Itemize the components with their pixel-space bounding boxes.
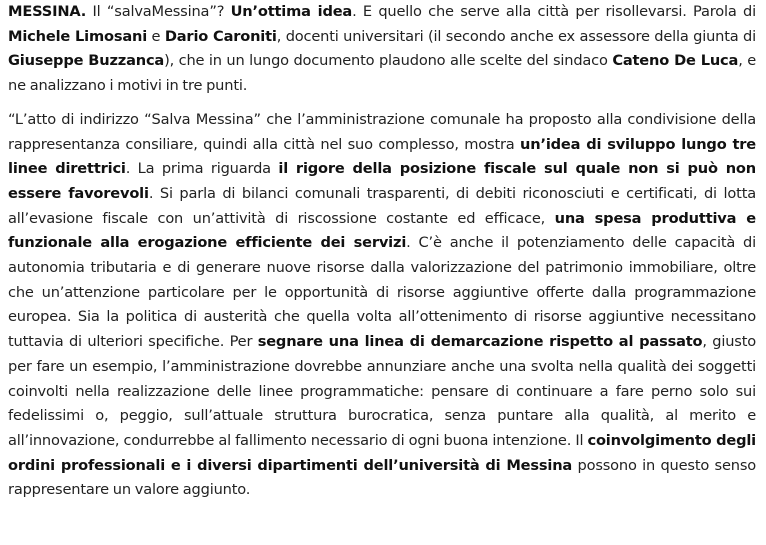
- text-span: , docenti universitari (il secondo anche ex assessore della giunta di: [276, 27, 756, 45]
- text-span: . Si parla di bilanci comunali trasparenti, di debiti riconosciuti e certificati, di lotta all’evasione fiscale con un’attività di riscossione costante ed efficace,: [8, 184, 757, 227]
- person-name: Giuseppe Buzzanca: [8, 52, 165, 70]
- bold-phrase: una spesa produttiva e funzionale alla erogazione efficiente dei servizi: [8, 209, 756, 252]
- text-span: possono in questo senso rappresentare un valore aggiunto.: [8, 456, 756, 499]
- bold-phrase: un’idea di sviluppo lungo tre linee direttrici: [8, 135, 756, 178]
- bold-phrase: Un’ottima idea: [230, 3, 353, 20]
- person-name: Cateno De Luca: [612, 52, 739, 70]
- text-span: e: [147, 27, 165, 45]
- person-name: Dario Caroniti: [164, 27, 277, 45]
- text-span: , e ne analizzano i motivi in tre punti.: [8, 52, 756, 95]
- bold-phrase: segnare una linea di demarcazione rispetto al passato: [257, 333, 703, 351]
- text-span: Il “salvaMessina”?: [86, 3, 231, 20]
- paragraph-quote: [8, 108, 756, 503]
- article-body: [8, 0, 756, 503]
- person-name: Michele Limosani: [8, 27, 148, 45]
- text-span: , giusto per fare un esempio, l’amministrazione dovrebbe annunziare anche una svolta nella qualità dei soggetti coinvolti nella realizzazione delle linee programmatiche: pensare di continuare a fare perno solo sui fedelissimi o, peggio, sull’attuale struttura burocratica, senza puntare alla qualità, al merito e all’innovazione, condurrebbe al fallimento necessario di ogni buona intenzione. Il: [8, 333, 757, 449]
- dateline: MESSINA.: [8, 3, 87, 20]
- text-span: . La prima riguarda: [125, 160, 279, 178]
- text-span: . C’è anche il potenziamento delle capacità di autonomia tributaria e di generare nuove risorse dalla valorizzazione del patrimonio immobiliare, oltre che un’attenzione particolare per le opportunità di risorse aggiuntive offerte dalla programmazione europea. Sia la politica di austerità che quella volta all’ottenimento di risorse aggiuntive necessitano tuttavia di ulteriori specifiche. Per: [8, 234, 756, 351]
- bold-phrase: coinvolgimento degli ordini professionali e i diversi dipartimenti dell’università di Messina: [8, 431, 757, 474]
- bold-phrase: il rigore della posizione fiscale sul quale non si può non essere favorevoli: [8, 160, 756, 202]
- text-span: “L’atto di indirizzo “Salva Messina” che l’amministrazione comunale ha proposto alla condivisione della rappresentanza consiliare, quindi alla città nel suo complesso, mostra: [8, 110, 756, 153]
- text-span: ), che in un lungo documento plaudono alle scelte del sindaco: [164, 52, 613, 70]
- text-span: . E quello che serve alla città per risollevarsi. Parola di: [352, 3, 756, 20]
- paragraph-intro: [8, 0, 756, 99]
